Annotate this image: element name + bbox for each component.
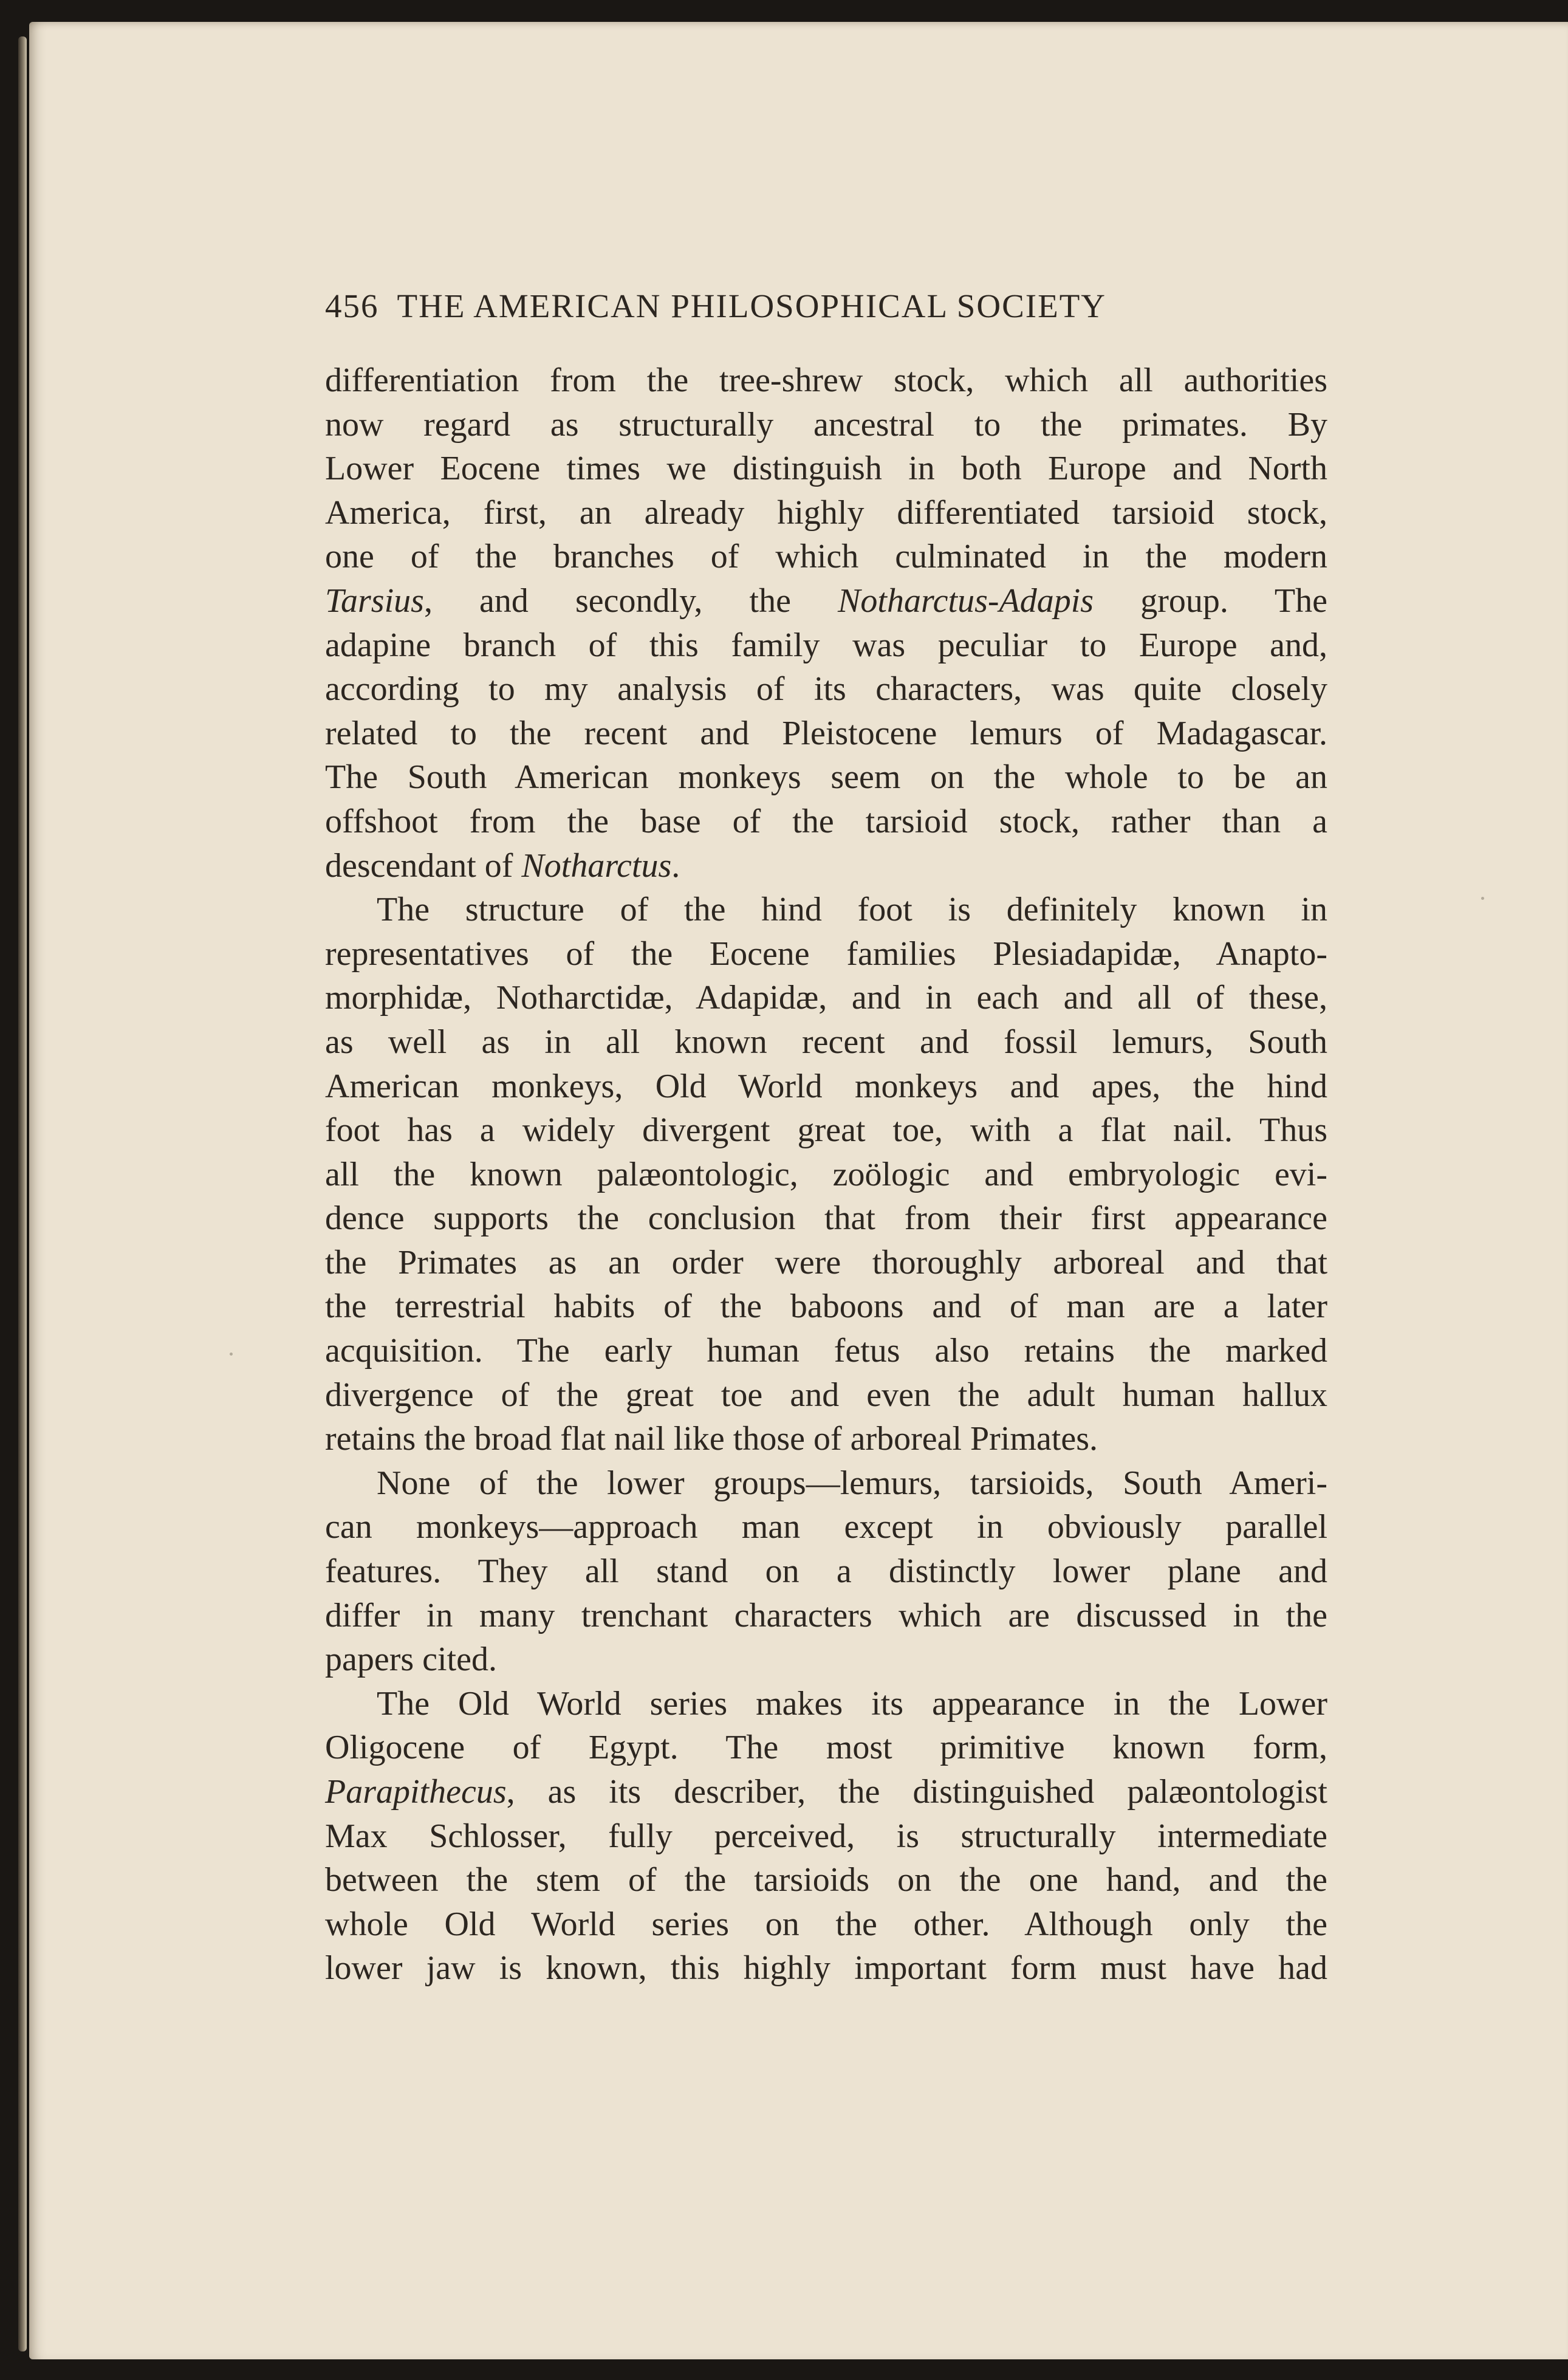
taxon-name: Notharctus [521,846,672,885]
text-run: , and secondly, the [423,581,838,620]
text-run: . [671,846,680,885]
text-line: features. They all stand on a distinctly lower plane and [325,1552,1327,1591]
page-number: 456 [325,287,379,324]
text-line: differ in many trenchant characters which are discussed in the [325,1596,1327,1634]
text-line: offshoot from the base of the tarsioid stock, rather than a [325,802,1327,840]
taxon-name: Tarsius [325,581,424,620]
running-title: THE AMERICAN PHILOSOPHICAL SOCIETY [397,287,1107,324]
text-line: American monkeys, Old World monkeys and apes, the hind [325,1067,1327,1105]
text-run: group. The [1094,581,1327,620]
text-line: Lower Eocene times we distinguish in both Europe and North [325,450,1327,488]
paragraph [325,1461,1327,1682]
text-line: Oligocene of Egypt. The most primitive known form, [325,1729,1327,1767]
text-line: the Primates as an order were thoroughly arboreal and that [325,1243,1327,1281]
text-line [325,1770,1327,1814]
text-line: acquisition. The early human fetus also retains the marked [325,1332,1327,1370]
page-edge [18,36,27,2351]
paragraph [325,1682,1327,1991]
text-line: None of the lower groups—lemurs, tarsioids, South Ameri- [377,1464,1327,1502]
taxon-name: Notharctus-Adapis [838,581,1094,620]
text-run: descendant of [325,846,522,885]
text-line: The South American monkeys seem on the whole to be an [325,758,1327,797]
text-run: , as its describer, the distinguished palæontologist [506,1773,1327,1811]
text-line: divergence of the great toe and even the adult human hallux [325,1376,1327,1414]
text-line: The structure of the hind foot is definitely known in [377,891,1327,929]
text-line: dence supports the conclusion that from their first appearance [325,1199,1327,1238]
text-line: related to the recent and Pleistocene lemurs of Madagascar. [325,714,1327,752]
text-line: all the known palæontologic, zoölogic and embryologic evi- [325,1155,1327,1193]
text-line: morphidæ, Notharctidæ, Adapidæ, and in each and all of these, [325,979,1327,1017]
text-line [325,844,1327,888]
text-line: the terrestrial habits of the baboons and of man are a later [325,1288,1327,1326]
text-line: differentiation from the tree-shrew stock, which all authorities [325,362,1327,399]
text-line: Max Schlosser, fully perceived, is structurally intermediate [325,1817,1327,1855]
paragraph [325,888,1327,1461]
text-line [325,579,1327,623]
text-line: as well as in all known recent and fossil lemurs, South [325,1023,1327,1061]
body-text [325,358,1327,1991]
paragraph [325,358,1327,888]
text-line: whole Old World series on the other. Although only the [325,1905,1327,1943]
text-line: now regard as structurally ancestral to the primates. By [325,405,1327,444]
paper-speck [230,1353,233,1356]
text-line: can monkeys—approach man except in obviously parallel [325,1508,1327,1546]
text-line: between the stem of the tarsioids on the one hand, and the [325,1861,1327,1899]
text-line: America, first, an already highly differentiated tarsioid stock, [325,493,1327,532]
text-line: The Old World series makes its appearance in the Lower [377,1684,1327,1723]
text-line: adapine branch of this family was peculiar to Europe and, [325,626,1327,664]
text-line: lower jaw is known, this highly important form must have had [325,1949,1327,1987]
text-line: representatives of the Eocene families Plesiadapidæ, Anapto- [325,935,1327,973]
running-header [325,287,1327,325]
text-line: according to my analysis of its characters, was quite closely [325,670,1327,708]
text-line: one of the branches of which culminated in the modern [325,538,1327,576]
paper-speck [1481,897,1484,900]
text-line: retains the broad flat nail like those of arboreal Primates. [325,1420,1098,1458]
taxon-name: Parapithecus [325,1773,507,1811]
text-line: foot has a widely divergent great toe, with a flat nail. Thus [325,1111,1327,1150]
text-line: papers cited. [325,1641,497,1679]
